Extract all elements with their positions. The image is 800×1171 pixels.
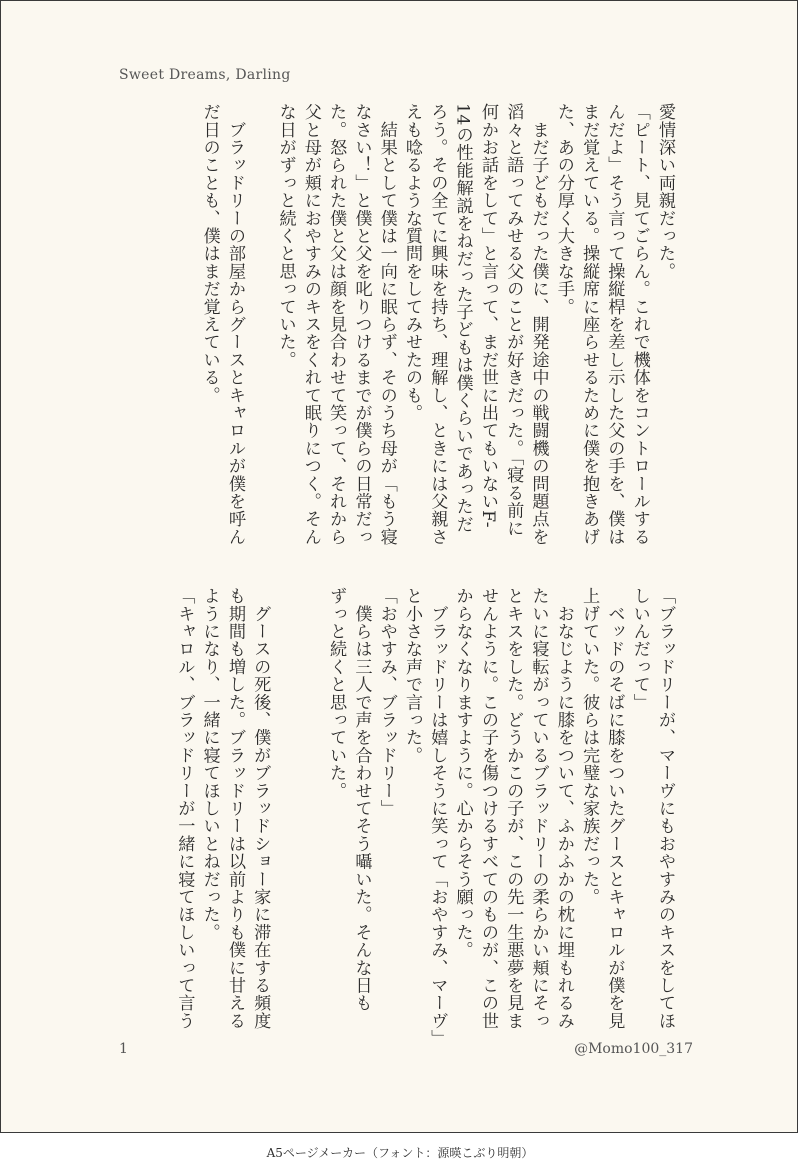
text-block-top: 愛情深い両親だった。 「ピート、見てごらん。これで機体をコントロールする んだよ」そう言って操縦桿を差し示した父の手を、僕は まだ覚えている。操縦席に座らせるために僕を抱きあげ た、あの分厚く大きな手。 まだ子どもだった僕に、開発途中の戦闘機の問題点を 滔々と語ってみせる父のことが好きだった。「寝る前に 何かお話をして」と言って、まだ世に出てもいないF- 14の性能解説をねだった子どもは僕くらいであっただ ろう。その全てに興味を持ち、理解し、ときには父親さ えも唸るような質問をしてみせたのも。 結果として僕は一向に眠らず、そのうち母が「もう寝 なさい！」と僕と父を叱りつけるまでが僕らの日常だっ た。怒られた僕と父は顔を見合わせて笑って、それから 父と母が頬におやすみのキスをくれて眠りにつく。そん な日がずっと続くと思っていた。 ブラッドリーの部屋からグースとキャロルが僕を呼ん だ日のことも、僕はまだ覚えている。 [199, 103, 675, 546]
text-block-bottom: 「ブラッドリーが、マーヴにもおやすみのキスをしてほ しいんだって」 ベッドのそばに膝をついたグースとキャロルが僕を見 上げていた。彼らは完璧な家族だった。 おなじように膝をついて、ふかふかの枕に埋もれるみ たいに寝転がっているブラッドリーの柔らかい頬にそっ とキスをした。どうかこの子が、この先一生悪夢を見ま せんように。この子を傷つけるすべてのものが、この世 からなくなりますように。心からそう願った。 ブラッドリーは嬉しそうに笑って「おやすみ、マーヴ」 と小さな声で言った。 「おやすみ、ブラッドリー」 僕らは三人で声を合わせてそう囁いた。そんな日も ずっと続くと思っていた。 グースの死後、僕がブラッドショー家に滞在する頻度 も期間も増した。ブラッドリーは以前よりも僕に甘える ようになり、一緒に寝てほしいとねだった。 「キャロル、ブラッドリーが一緒に寝てほしいって言う [174, 587, 675, 1048]
page-number: 1 [119, 1041, 128, 1057]
author-handle: @Momo100_317 [574, 1041, 693, 1057]
footer-caption: A5ページメーカー（フォント：源暎こぶり明朝） [266, 1146, 534, 1160]
running-title: Sweet Dreams, Darling [119, 67, 291, 83]
